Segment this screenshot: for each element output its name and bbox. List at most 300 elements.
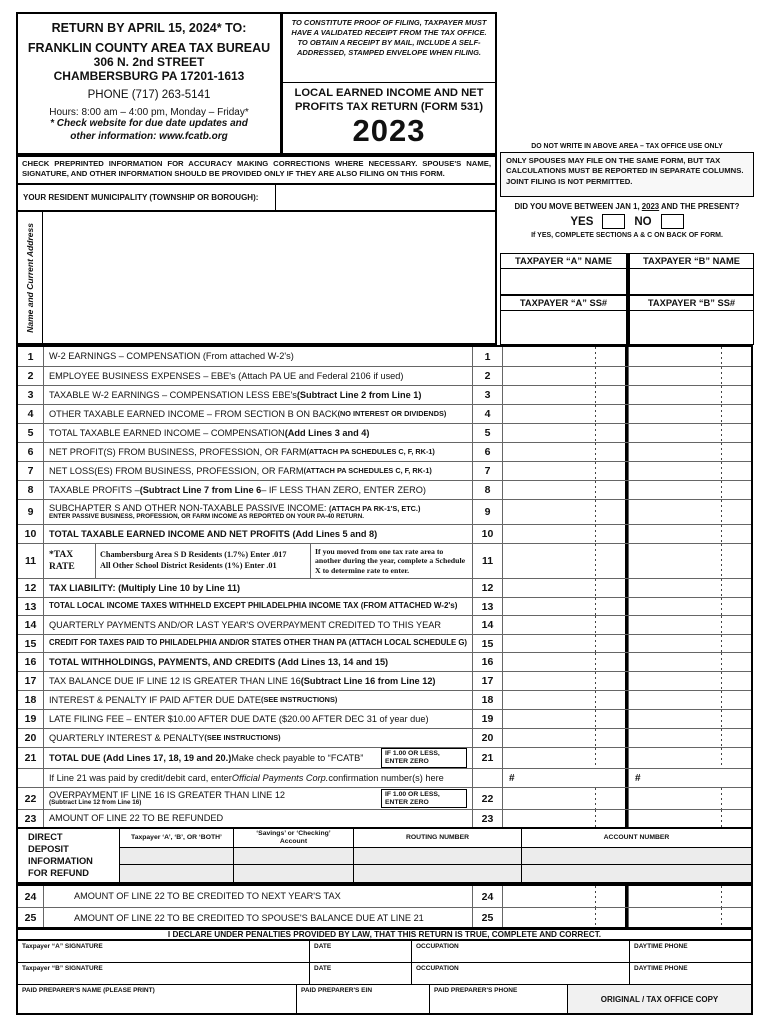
line-number: 14 (18, 616, 44, 634)
line-number: 10 (18, 525, 44, 543)
line-number-right: 12 (472, 579, 502, 597)
date-field[interactable] (310, 963, 412, 984)
dd-label-line1: DIRECT (28, 832, 63, 842)
line-number: 20 (18, 729, 44, 747)
field-label: DAYTIME PHONE (634, 943, 688, 950)
field-label: OCCUPATION (416, 943, 459, 950)
desc-bold: TOTAL WITHHOLDINGS, PAYMENTS, AND CREDITS (Add Lines 13, 14 and 15) (49, 656, 389, 667)
dd-taxpayer-input-1[interactable] (120, 848, 234, 865)
line-number: 11 (18, 544, 44, 578)
dd-label-line4: FOR REFUND (28, 868, 89, 879)
line14-row (18, 615, 751, 634)
line24-amount-a[interactable] (502, 886, 628, 907)
tax-rate-line1: Chambersburg Area S D Residents (1.7%) Enter .017 (100, 550, 287, 560)
desc-small: (ATTACH PA RK-1'S, ETC.) (328, 504, 421, 514)
municipality-input[interactable] (276, 185, 495, 210)
move-question-pre: DID YOU MOVE BETWEEN JAN 1, (514, 202, 642, 211)
line11-tax-rate-row (18, 543, 751, 578)
municipality-row (16, 185, 497, 212)
line-number: 2 (18, 367, 44, 385)
tax-rate-label-line2: RATE (49, 562, 75, 572)
line10-amount-a[interactable] (502, 525, 628, 543)
daytime-phone-field[interactable] (630, 963, 751, 984)
line-number: 21 (18, 748, 44, 768)
line18-amount-a[interactable] (502, 691, 628, 709)
line13-amount-a[interactable] (502, 598, 628, 615)
line22-row (18, 787, 751, 809)
tax-year: 2023 (352, 113, 426, 148)
bureau-phone: PHONE (717) 263-5141 (87, 89, 211, 101)
field-label: DATE (314, 965, 332, 972)
line2-row (18, 366, 751, 385)
bureau-name: FRANKLIN COUNTY AREA TAX BUREAU (27, 41, 271, 55)
field-label: DAYTIME PHONE (634, 965, 688, 972)
line19-amount-b[interactable] (628, 710, 751, 728)
line12-row (18, 578, 751, 597)
line13-row (18, 597, 751, 615)
desc-post: – IF LESS THAN ZERO, ENTER ZERO) (261, 484, 426, 495)
line25-amount-b[interactable] (628, 908, 751, 928)
desc-small: (NO INTEREST OR DIVIDENDS) (337, 408, 447, 418)
line-number: 24 (18, 886, 44, 907)
line-number-right: 25 (472, 908, 502, 928)
line-number: 7 (18, 462, 44, 480)
line-number-right: 4 (472, 405, 502, 423)
desc-italic: Official Payments Corp. (231, 772, 329, 783)
form-title (283, 86, 495, 114)
line-description (44, 462, 472, 480)
line6-row (18, 442, 751, 461)
desc-text: INTEREST & PENALTY IF PAID AFTER DUE DATE (49, 694, 262, 705)
desc-text: AMOUNT OF LINE 22 TO BE REFUNDED (49, 813, 224, 824)
line-description (44, 672, 472, 690)
dd-account-type-line1: ‘Savings’ or ‘Checking’ (256, 830, 331, 838)
line17-amount-b[interactable] (628, 672, 751, 690)
line-number: 1 (18, 347, 44, 366)
proof-of-filing-note: TO CONSTITUTE PROOF OF FILING, TAXPAYER MUST HAVE A VALIDATED RECEIPT FROM THE TAX OFFICE. TO OBTAIN A RECEIPT BY MAIL, INCLUDE A SELF-ADDRESSED, STAMPED ENVELOPE WHEN FILING. (283, 14, 495, 83)
line-description (44, 598, 472, 615)
line25-row (18, 907, 751, 928)
line-description (44, 729, 472, 747)
move-note: If YES, COMPLETE SECTIONS A & C ON BACK OF FORM. (531, 232, 723, 239)
move-question-area (500, 198, 754, 253)
line3-row (18, 385, 751, 404)
line-description (44, 616, 472, 634)
line-number-right: 2 (472, 367, 502, 385)
line-description (44, 908, 472, 928)
dd-routing-input-1[interactable] (354, 848, 522, 865)
dd-account-type-header (234, 829, 354, 848)
tax-rate-note: If you moved from one tax rate area to another during the year, complete a Schedule X to determine rate to enter. (315, 546, 466, 575)
occupation-field[interactable] (412, 963, 630, 984)
if-one-dollar-note: IF 1.00 OR LESS, ENTER ZERO (381, 748, 467, 768)
line-description (44, 347, 472, 366)
do-not-write-note: DO NOT WRITE IN ABOVE AREA – TAX OFFICE USE ONLY (531, 143, 723, 150)
line-number-right: 24 (472, 886, 502, 907)
tax-rate-values (96, 544, 311, 578)
line-number-right: 23 (472, 810, 502, 827)
line-number: 16 (18, 653, 44, 671)
line12-amount-b[interactable] (628, 579, 751, 597)
desc-text: AMOUNT OF LINE 22 TO BE CREDITED TO SPOUSE'S BALANCE DUE AT LINE 21 (74, 912, 424, 923)
line5-row (18, 423, 751, 442)
taxpayer-a-name-input[interactable] (500, 269, 627, 295)
line9-row (18, 499, 751, 524)
hash-mark: # (635, 772, 641, 784)
desc-text: TAXABLE W-2 EARNINGS – COMPENSATION LESS EBE's (49, 389, 297, 400)
line4-row (18, 404, 751, 423)
bureau-city: CHAMBERSBURG PA 17201-1613 (53, 69, 245, 83)
desc-bold: (Subtract Line 7 from Line 6 (139, 484, 262, 495)
occupation-field[interactable] (412, 941, 630, 962)
line15-row (18, 634, 751, 652)
line18-amount-b[interactable] (628, 691, 751, 709)
desc-text: EMPLOYEE BUSINESS EXPENSES – EBE's (Attach PA UE and Federal 2106 if used) (49, 370, 404, 381)
line-number-right: 13 (472, 598, 502, 615)
form-title-box (281, 12, 497, 155)
line3-amount-b[interactable] (628, 386, 751, 404)
no-checkbox[interactable] (661, 214, 684, 229)
desc-bold: TOTAL DUE (Add Lines 17, 18, 19 and 20.) (49, 752, 232, 763)
line-number-right: 10 (472, 525, 502, 543)
line-number-right: 8 (472, 481, 502, 499)
line20-amount-b[interactable] (628, 729, 751, 747)
dd-account-number-input-2[interactable] (522, 865, 751, 882)
line24-amount-b[interactable] (628, 886, 751, 907)
field-label: OCCUPATION (416, 965, 459, 972)
bureau-street: 306 N. 2nd STREET (93, 55, 205, 69)
credit-card-description (44, 769, 472, 787)
move-question-post: AND THE PRESENT? (659, 202, 740, 211)
line1-row (18, 347, 751, 366)
line21-row (18, 747, 751, 768)
line-number: 9 (18, 500, 44, 524)
desc-text: NET LOSS(ES) FROM BUSINESS, PROFESSION, OR FARM (49, 465, 304, 476)
line4-amount-a[interactable] (502, 405, 628, 423)
line-number: 23 (18, 810, 44, 827)
taxpayer-a-name-header: TAXPAYER “A” NAME (500, 253, 627, 269)
taxpayer-b-signature-row (18, 963, 751, 985)
line9-amount-b[interactable] (628, 500, 751, 524)
desc-bold: TAX LIABILITY: (Multiply Line 10 by Line 11) (49, 582, 241, 593)
desc-subnote: ENTER PASSIVE BUSINESS, PROFESSION, OR FARM INCOME AS REPORTED ON YOUR PA-40 RETURN. (49, 513, 365, 521)
desc-text: TAX BALANCE DUE IF LINE 12 IS GREATER THAN LINE 16 (49, 675, 301, 686)
dd-routing-header: ROUTING NUMBER (354, 829, 522, 848)
field-label: DATE (314, 943, 332, 950)
line2-amount-a[interactable] (502, 367, 628, 385)
line19-amount-a[interactable] (502, 710, 628, 728)
preprinted-info-note: CHECK PREPRINTED INFORMATION FOR ACCURACY MAKING CORRECTIONS WHERE NECESSARY. SPOUSE'S NAME, SIGNATURE, AND OTHER INFORMATION SHOULD BE PROVIDED ONLY IF THEY ARE ALSO FILING ON THIS FORM. (16, 155, 497, 185)
taxpayer-name-grid (500, 253, 754, 345)
line-description (44, 691, 472, 709)
field-label: PAID PREPARER'S EIN (301, 987, 373, 994)
line8-amount-b[interactable] (628, 481, 751, 499)
line-number-right: 22 (472, 788, 502, 809)
spouses-note: ONLY SPOUSES MAY FILE ON THE SAME FORM, BUT TAX CALCULATIONS MUST BE REPORTED IN SEPARATE COLUMNS. JOINT FILING IS NOT PERMITTED. (500, 152, 754, 197)
line15-amount-a[interactable] (502, 635, 628, 652)
line-description (44, 748, 472, 768)
line17-row (18, 671, 751, 690)
line1-amount-b[interactable] (628, 347, 751, 366)
credit-card-row (18, 768, 751, 787)
move-yes-no-row (500, 214, 754, 229)
line6-amount-b[interactable] (628, 443, 751, 461)
preparer-ein-field[interactable] (297, 985, 430, 1013)
line7-row (18, 461, 751, 480)
line-number: 22 (18, 788, 44, 809)
desc-subnote: (Subtract Line 12 from Line 16) (49, 799, 142, 807)
desc-text: LATE FILING FEE – ENTER $10.00 AFTER DUE DATE ($20.00 AFTER DEC 31 of year due) (49, 713, 429, 724)
if-one-dollar-note: IF 1.00 OR LESS, ENTER ZERO (381, 789, 467, 809)
desc-text: QUARTERLY PAYMENTS AND/OR LAST YEAR'S OVERPAYMENT CREDITED TO THIS YEAR (49, 619, 441, 630)
name-address-label-text: Name and Current Address (25, 222, 35, 333)
desc-bold: (Add Lines 3 and 4) (284, 427, 370, 438)
line20-row (18, 728, 751, 747)
line23-amount-a[interactable] (502, 810, 628, 827)
field-label: Taxpayer “B” SIGNATURE (22, 965, 103, 972)
line-number: 25 (18, 908, 44, 928)
desc-text: AMOUNT OF LINE 22 TO BE CREDITED TO NEXT YEAR'S TAX (74, 891, 341, 902)
taxpayer-a-ss-header: TAXPAYER “A” SS# (500, 295, 627, 311)
dd-routing-input-2[interactable] (354, 865, 522, 882)
municipality-label: YOUR RESIDENT MUNICIPALITY (TOWNSHIP OR BOROUGH): (18, 185, 276, 210)
line-description (44, 481, 472, 499)
desc-stack (49, 790, 285, 806)
tax-lines-table (16, 345, 753, 829)
line-number: 18 (18, 691, 44, 709)
line-number-right: 18 (472, 691, 502, 709)
desc-text: SUBCHAPTER S AND OTHER NON-TAXABLE PASSIVE INCOME: (49, 503, 329, 514)
name-address-box (16, 212, 497, 345)
line2-amount-b[interactable] (628, 367, 751, 385)
signature-section (16, 941, 753, 1015)
confirmation-number-a[interactable] (502, 769, 628, 787)
line-description (44, 443, 472, 461)
line14-amount-b[interactable] (628, 616, 751, 634)
dd-taxpayer-input-2[interactable] (120, 865, 234, 882)
line13-amount-b[interactable] (628, 598, 751, 615)
line-number-right: 7 (472, 462, 502, 480)
desc-text: OTHER TAXABLE EARNED INCOME – FROM SECTION B ON BACK (49, 408, 338, 419)
taxpayer-b-name-input[interactable] (627, 269, 754, 295)
line11-rate-a[interactable] (502, 544, 628, 578)
move-question-year: 2023 (641, 202, 660, 211)
dd-taxpayer-header: Taxpayer ‘A’, ‘B’, OR ‘BOTH’ (120, 829, 234, 848)
line-description (44, 788, 472, 809)
line18-row (18, 690, 751, 709)
dd-label-line2: DEPOSIT (28, 844, 69, 855)
desc-small: CREDIT FOR TAXES PAID TO PHILADELPHIA AND/OR STATES OTHER THAN PA (ATTACH LOCAL SCHEDULE G) (49, 638, 467, 648)
preparer-row (18, 985, 751, 1013)
dd-account-number-input-1[interactable] (522, 848, 751, 865)
line-description (44, 500, 472, 524)
line22-amount-a[interactable] (502, 788, 628, 809)
direct-deposit-label (18, 829, 120, 882)
line-number-right: 5 (472, 424, 502, 442)
line15-amount-b[interactable] (628, 635, 751, 652)
line6-amount-a[interactable] (502, 443, 628, 461)
taxpayer-a-signature-field[interactable] (18, 941, 310, 962)
line25-amount-a[interactable] (502, 908, 628, 928)
yes-checkbox[interactable] (602, 214, 625, 229)
form-title-line2: PROFITS TAX RETURN (FORM 531) (294, 101, 484, 113)
line-description (44, 579, 472, 597)
desc-small: (SEE INSTRUCTIONS) (204, 732, 281, 742)
tax-rate-line2: All Other School District Residents (1%) Enter .01 (100, 561, 277, 570)
line5-amount-a[interactable] (502, 424, 628, 442)
line-number-right: 19 (472, 710, 502, 728)
line16-amount-b[interactable] (628, 653, 751, 671)
line-number-right: 9 (472, 500, 502, 524)
line-number-right: 11 (472, 544, 502, 578)
bureau-hours: Hours: 8:00 am – 4:00 pm, Monday – Friday* (49, 107, 249, 118)
line-number: 15 (18, 635, 44, 652)
line-number: 17 (18, 672, 44, 690)
line7-amount-b[interactable] (628, 462, 751, 480)
field-label: Taxpayer “A” SIGNATURE (22, 943, 103, 950)
line-number: 12 (18, 579, 44, 597)
name-address-vertical-label (18, 212, 43, 343)
desc-line1 (49, 503, 420, 513)
line-number: 6 (18, 443, 44, 461)
direct-deposit-section (16, 827, 753, 884)
desc-small: TOTAL LOCAL INCOME TAXES WITHHELD EXCEPT PHILADELPHIA INCOME TAX (FROM ATTACHED W-2's) (49, 601, 458, 611)
desc-small: (ATTACH PA SCHEDULES C, F, RK-1) (303, 465, 432, 475)
line12-amount-a[interactable] (502, 579, 628, 597)
line-number: 19 (18, 710, 44, 728)
tax-rate-label-line1: *TAX (49, 549, 74, 560)
return-address-box (16, 12, 282, 155)
line10-row (18, 524, 751, 543)
line-number-right: 1 (472, 347, 502, 366)
taxpayer-b-ss-header: TAXPAYER “B” SS# (627, 295, 754, 311)
credit-lines-section (16, 884, 753, 930)
line10-amount-b[interactable] (628, 525, 751, 543)
line16-amount-a[interactable] (502, 653, 628, 671)
tax-rate-label (44, 544, 96, 578)
line-description (44, 810, 472, 827)
line-description (44, 886, 472, 907)
line4-amount-b[interactable] (628, 405, 751, 423)
copy-type-label: ORIGINAL / TAX OFFICE COPY (568, 985, 751, 1013)
desc-small: (SEE INSTRUCTIONS) (261, 694, 338, 704)
desc-post: confirmation number(s) here (328, 772, 444, 783)
line22-amount-b[interactable] (628, 788, 751, 809)
dd-label-line3: INFORMATION (28, 856, 93, 867)
line21-amount-b[interactable] (628, 748, 751, 768)
daytime-phone-field[interactable] (630, 941, 751, 962)
name-address-input[interactable] (43, 212, 495, 343)
preparer-phone-field[interactable] (430, 985, 568, 1013)
desc-text: QUARTERLY INTEREST & PENALTY (49, 732, 205, 743)
line-number-right: 6 (472, 443, 502, 461)
move-question (500, 202, 754, 211)
website-note-line2: other information: www.fcatb.org (70, 130, 228, 142)
line8-row (18, 480, 751, 499)
line-description (44, 635, 472, 652)
taxpayer-b-name-header: TAXPAYER “B” NAME (627, 253, 754, 269)
line3-amount-a[interactable] (502, 386, 628, 404)
taxpayer-b-signature-field[interactable] (18, 963, 310, 984)
yes-label: YES (570, 215, 594, 228)
line21-amount-a[interactable] (502, 748, 628, 768)
line-number-right: 20 (472, 729, 502, 747)
declaration-bar: I DECLARE UNDER PENALTIES PROVIDED BY LAW, THAT THIS RETURN IS TRUE, COMPLETE AND CORRECT. (16, 927, 753, 941)
line20-amount-a[interactable] (502, 729, 628, 747)
field-label: PAID PREPARER'S PHONE (434, 987, 518, 994)
desc-text: TOTAL TAXABLE EARNED INCOME – COMPENSATION (49, 427, 285, 438)
line11-rate-b[interactable] (628, 544, 751, 578)
line16-row (18, 652, 751, 671)
desc-text: OVERPAYMENT IF LINE 16 IS GREATER THAN LINE 12 (49, 790, 286, 801)
line-number-right: 17 (472, 672, 502, 690)
line5-amount-b[interactable] (628, 424, 751, 442)
line24-row (18, 886, 751, 907)
line-number: 5 (18, 424, 44, 442)
line-description (44, 367, 472, 385)
line-number: 3 (18, 386, 44, 404)
line-description (44, 386, 472, 404)
line-description (44, 525, 472, 543)
desc-bold: (Subtract Line 2 from Line 1) (296, 389, 422, 400)
desc-post: Make check payable to “FCATB” (231, 752, 364, 763)
line1-amount-a[interactable] (502, 347, 628, 366)
desc-text: W-2 EARNINGS – COMPENSATION (From attached W-2's) (49, 351, 294, 362)
field-label: PAID PREPARER'S NAME (PLEASE PRINT) (22, 987, 155, 994)
form-title-line1: LOCAL EARNED INCOME AND NET (294, 87, 484, 99)
dd-account-type-line2: Account (279, 838, 308, 845)
hash-mark: # (509, 772, 515, 784)
line-number: 4 (18, 405, 44, 423)
desc-text: TAXABLE PROFITS – (49, 484, 140, 495)
line-number-empty (472, 769, 502, 787)
line9-amount-a[interactable] (502, 500, 628, 524)
line-description (44, 710, 472, 728)
confirmation-number-b[interactable] (628, 769, 751, 787)
preparer-name-field[interactable] (18, 985, 297, 1013)
line-number: 13 (18, 598, 44, 615)
line17-amount-a[interactable] (502, 672, 628, 690)
website-note-line1: * Check website for due date updates and (50, 118, 248, 129)
line8-amount-a[interactable] (502, 481, 628, 499)
line-number-right: 21 (472, 748, 502, 768)
taxpayer-a-ss-input[interactable] (500, 311, 627, 345)
line23-row (18, 809, 751, 827)
desc-bold: (Subtract Line 16 from Line 12) (300, 675, 436, 686)
desc-small: (ATTACH PA SCHEDULES C, F, RK-1) (306, 446, 435, 456)
taxpayer-a-signature-row (18, 941, 751, 963)
line-number-right: 3 (472, 386, 502, 404)
return-by-line: RETURN BY APRIL 15, 2024* TO: (51, 21, 247, 35)
date-field[interactable] (310, 941, 412, 962)
desc-bold: TOTAL TAXABLE EARNED INCOME AND NET PROFITS (Add Lines 5 and 8) (49, 528, 378, 539)
dd-account-type-input-1[interactable] (234, 848, 354, 865)
dd-account-type-input-2[interactable] (234, 865, 354, 882)
line19-row (18, 709, 751, 728)
line-description (44, 424, 472, 442)
line-number-right: 14 (472, 616, 502, 634)
line-number-right: 15 (472, 635, 502, 652)
line-number-empty (18, 769, 44, 787)
desc-text: NET PROFIT(S) FROM BUSINESS, PROFESSION, OR FARM (49, 446, 307, 457)
line-description (44, 653, 472, 671)
taxpayer-b-ss-input[interactable] (627, 311, 754, 345)
line23-amount-b[interactable] (628, 810, 751, 827)
line-number-right: 16 (472, 653, 502, 671)
desc-text: If Line 21 was paid by credit/debit card, enter (49, 772, 232, 783)
line14-amount-a[interactable] (502, 616, 628, 634)
line7-amount-a[interactable] (502, 462, 628, 480)
